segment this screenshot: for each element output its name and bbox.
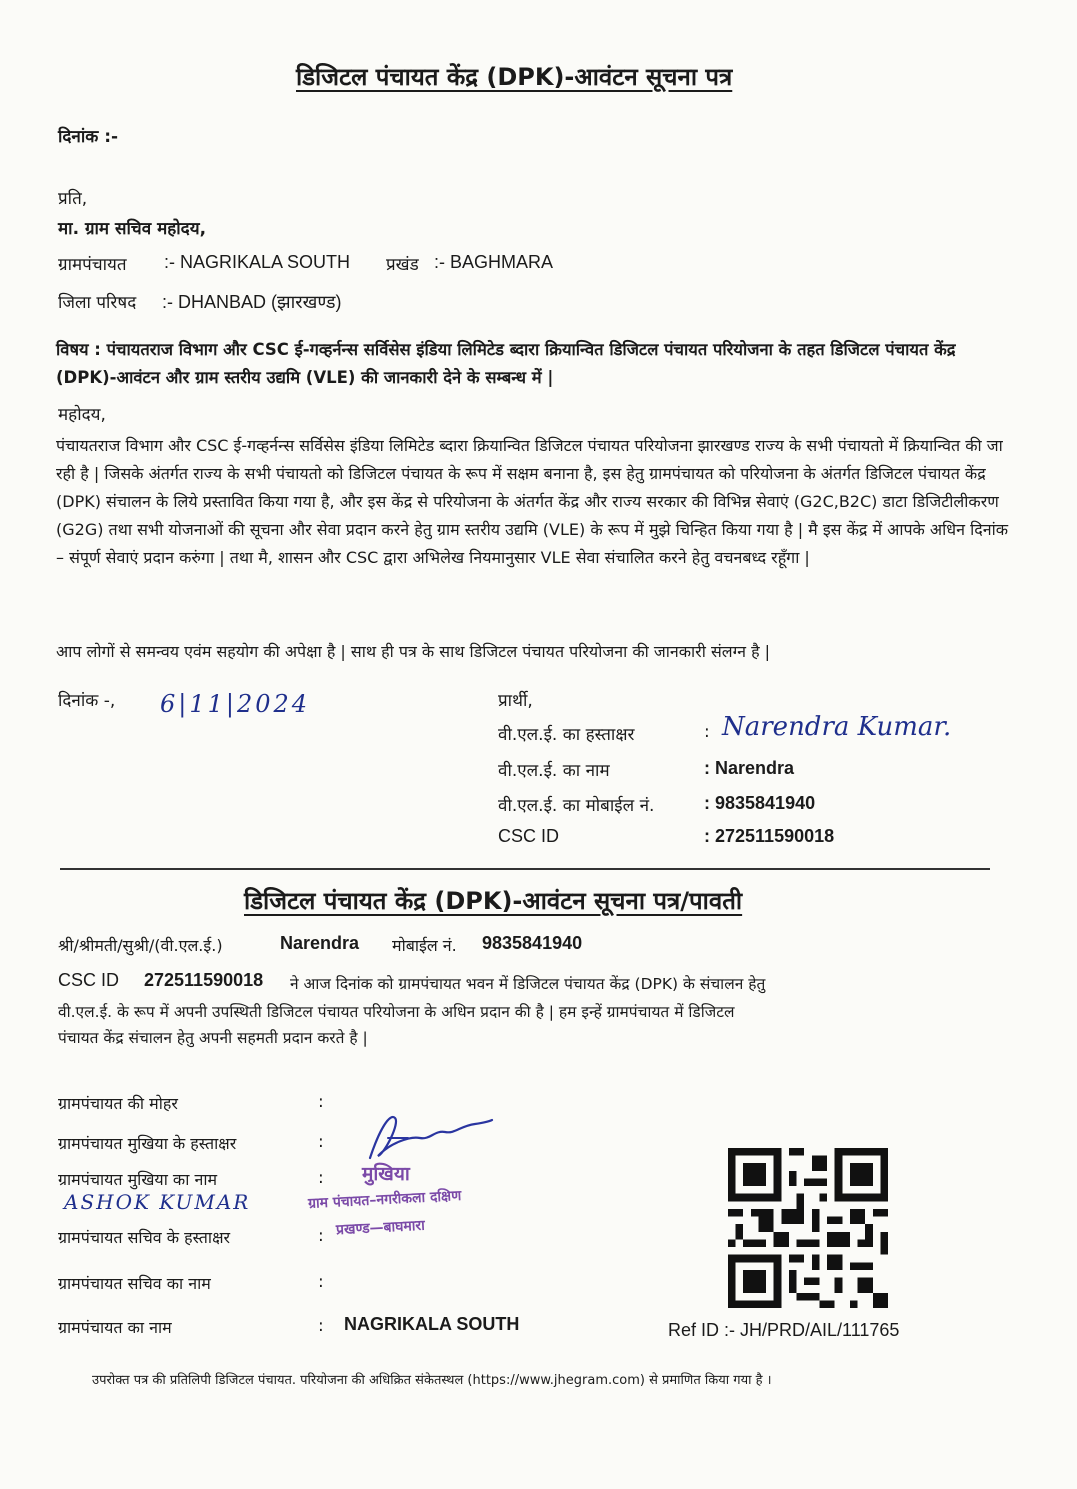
csc-id-label: CSC ID xyxy=(498,826,560,846)
stamp-line-1: मुखिया xyxy=(362,1163,410,1185)
district-label: जिला परिषद xyxy=(58,293,137,313)
vle-prefix: श्री/श्रीमती/सुश्री/(वी.एल.ई.) xyxy=(58,936,223,955)
block-label: प्रखंड xyxy=(386,255,419,275)
subject: विषय : पंचायतराज विभाग और CSC ई-गव्हर्नन्स सर्विसेस इंडिया लिमिटेड ब्दारा क्रियान्वित डिजिटल पंचायत परियोजना के तहत डिजिटल पंचायत केंद्र (DPK)-आवंटन और ग्राम स्तरीय उद्यमि (VLE) की जानकारी देने के सम्बन्ध में | xyxy=(56,340,956,387)
vle-signature-colon: : xyxy=(704,722,710,742)
gp-label: ग्रामपंचायत xyxy=(58,255,127,275)
field-label-seal: ग्रामपंचायत की मोहर xyxy=(58,1094,178,1113)
stamp-line-2: ग्राम पंचायत–नगरीकला दक्षिण xyxy=(307,1187,462,1213)
closing-line: आप लोगों से समन्वय एवंम सहयोग की अपेक्षा है | साथ ही पत्र के साथ डिजिटल पंचायत परियोजना की जानकारी संलग्न है | xyxy=(56,642,771,661)
field-colon-seal: : xyxy=(318,1092,324,1112)
vle-signature: Narendra Kumar. xyxy=(722,712,952,742)
vle-signature-label: वी.एल.ई. का हस्ताक्षर xyxy=(498,725,635,745)
receipt-title: डिजिटल पंचायत केंद्र (DPK)-आवंटन सूचना पत्र/पावती xyxy=(244,887,743,915)
vle-mobile-value: : 9835841940 xyxy=(704,793,816,813)
ref-id: Ref ID :- JH/PRD/AIL/111765 xyxy=(668,1320,900,1340)
block-value: :- BAGHMARA xyxy=(434,252,554,272)
csc-id-value: : 272511590018 xyxy=(704,826,835,846)
receipt-mobile-label: मोबाईल नं. xyxy=(392,936,457,955)
field-label-mukhiya-name: ग्रामपंचायत मुखिया का नाम xyxy=(58,1170,218,1189)
receipt-mobile-value: 9835841940 xyxy=(482,933,583,953)
receipt-csc-label: CSC ID xyxy=(58,970,120,990)
receipt-statement-3: पंचायत केंद्र संचालन हेतु अपनी सहमती प्रदान करते है | xyxy=(58,1029,368,1047)
vle-name-label: वी.एल.ई. का नाम xyxy=(498,761,610,781)
section-divider xyxy=(60,868,990,870)
to-label: प्रति, xyxy=(58,189,88,209)
date-label: दिनांक :- xyxy=(58,127,119,147)
applicant-label: प्रार्थी, xyxy=(498,691,533,711)
addressee: मा. ग्राम सचिव महोदय, xyxy=(58,219,207,239)
field-label-secretary-name: ग्रामपंचायत सचिव का नाम xyxy=(58,1274,211,1293)
handwritten-date: 6|11|2024 xyxy=(160,690,311,718)
vle-name-value: : Narendra xyxy=(704,758,795,778)
field-label-mukhiya-signature: ग्रामपंचायत मुखिया के हस्ताक्षर xyxy=(58,1134,237,1153)
field-colon-mukhiya-name: : xyxy=(318,1168,324,1188)
field-colon-mukhiya-signature: : xyxy=(318,1132,324,1152)
vle-mobile-label: वी.एल.ई. का मोबाईल नं. xyxy=(498,796,655,816)
field-label-gp-name: ग्रामपंचायत का नाम xyxy=(58,1318,172,1337)
receipt-statement-2: वी.एल.ई. के रूप में अपनी उपस्थिती डिजिटल पंचायत परियोजना के अधिन प्रदान की है | हम इन्हें ग्रामपंचायत में डिजिटल xyxy=(58,1003,735,1021)
field-value-gp-name: NAGRIKALA SOUTH xyxy=(344,1314,520,1334)
sign-date-label: दिनांक -, xyxy=(58,691,116,711)
stamp-line-3: प्रखण्ड—बाघमारा xyxy=(335,1217,426,1239)
field-label-secretary-signature: ग्रामपंचायत सचिव के हस्ताक्षर xyxy=(58,1228,231,1247)
receipt-statement-1: ने आज दिनांक को ग्रामपंचायत भवन में डिजिटल पंचायत केंद्र (DPK) के संचालन हेतु xyxy=(290,975,766,993)
district-value: :- DHANBAD (झारखण्ड) xyxy=(162,292,342,312)
field-colon-secretary-signature: : xyxy=(318,1226,324,1246)
receipt-csc-value: 272511590018 xyxy=(144,970,264,990)
field-colon-secretary-name: : xyxy=(318,1272,324,1292)
mukhiya-name-handwritten: ASHOK KUMAR xyxy=(64,1190,251,1214)
salutation: महोदय, xyxy=(58,405,106,425)
field-colon-gp-name: : xyxy=(318,1316,324,1336)
mukhiya-signature-scribble xyxy=(360,1108,500,1168)
receipt-vle-name: Narendra xyxy=(280,933,360,953)
page-title: डिजिटल पंचायत केंद्र (DPK)-आवंटन सूचना पत्र xyxy=(296,63,733,91)
body-paragraph: पंचायतराज विभाग और CSC ई-गव्हर्नन्स सर्विसेस इंडिया लिमिटेड ब्दारा क्रियान्वित डिजिटल पंचायत परियोजना झारखण्ड राज्य के सभी पंचायतो में क्रियान्वित की जा रही है | जिसके अंतर्गत राज्य के सभी पंचायतो को डिजिटल पंचायत के रूप में सक्षम बनाना है, इस हेतु ग्रामपंचायत को परियोजना के अंतर्गत डिजिटल पंचायत केंद्र (DPK) संचालन के लिये प्रस्तावित किया गया है, और इस केंद्र से परियोजना के अंतर्गत केंद्र और राज्य सरकार की विभिन्न सेवाएं (G2C,B2C) डाटा डिजिटीलीकरण (G2G) तथा सभी योजनाओं की सूचना और सेवा प्रदान करने हेतु ग्राम स्तरीय उद्यमि (VLE) के रूप में मुझे चिन्हित किया गया है | मै इस केंद्र में आपके अधिन दिनांक – संपूर्ण सेवाएं प्रदान करुंगा | तथा मै, शासन और CSC द्वारा अभिलेख नियमानुसार VLE सेवा संचालित करने हेतु वचनबध्द रहूँगा | xyxy=(56,436,1009,567)
qr-code xyxy=(728,1148,888,1308)
gp-value: :- NAGRIKALA SOUTH xyxy=(164,252,351,272)
footer-note: उपरोक्त पत्र की प्रतिलिपी डिजिटल पंचायत. परियोजना की अधिक्रित संकेतस्थल (https://www.jhegram.com) से प्रमाणित किया गया है । xyxy=(92,1373,772,1388)
